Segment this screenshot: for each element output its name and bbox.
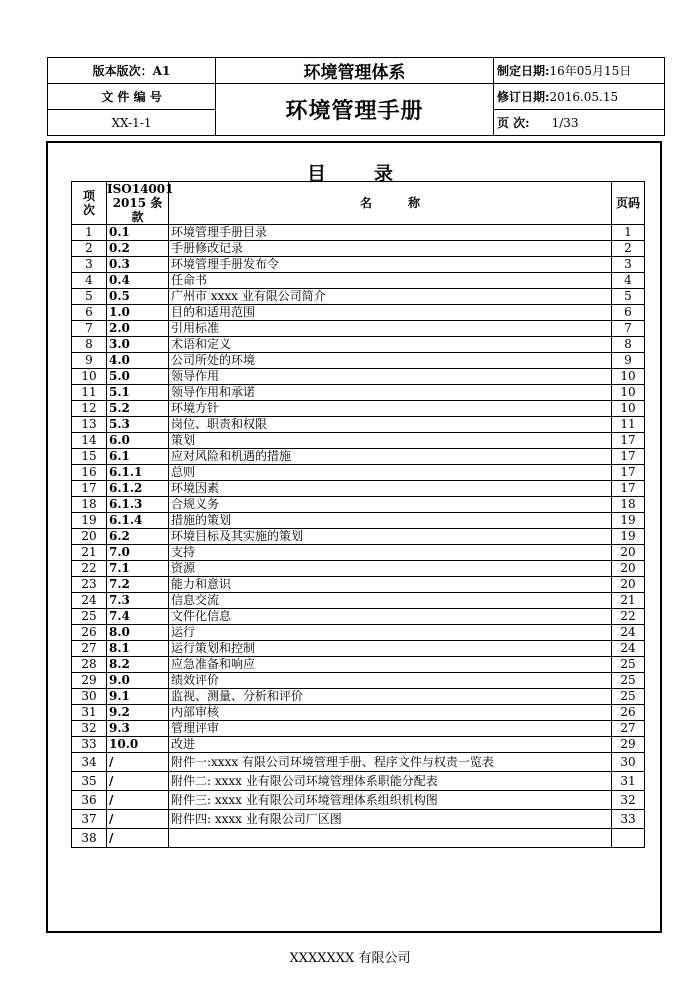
toc-row-name: 监视、测量、分析和评价 [169, 689, 612, 705]
toc-row-page: 4 [612, 273, 645, 289]
toc-row [72, 449, 645, 465]
toc-row-number: 11 [72, 385, 107, 401]
toc-row-number: 5 [72, 289, 107, 305]
toc-row-page [612, 829, 645, 848]
toc-row-page: 32 [612, 791, 645, 810]
toc-row [72, 497, 645, 513]
toc-row-page: 25 [612, 673, 645, 689]
toc-row-clause: / [107, 810, 169, 829]
toc-row-name: 应急准备和响应 [169, 657, 612, 673]
toc-row [72, 273, 645, 289]
footer-company: XXXXXXX 有限公司 [289, 951, 411, 966]
toc-row-number: 7 [72, 321, 107, 337]
toc-row-clause: 0.2 [107, 241, 169, 257]
toc-row-page: 10 [612, 401, 645, 417]
toc-row-page: 8 [612, 337, 645, 353]
toc-row-number: 18 [72, 497, 107, 513]
col-header-clause: ISO14001 2015 条款 [107, 182, 174, 224]
toc-row [72, 481, 645, 497]
toc-row-number: 9 [72, 353, 107, 369]
toc-row-clause: 9.2 [107, 705, 169, 721]
toc-row-name [169, 829, 612, 848]
toc-row-number: 23 [72, 577, 107, 593]
toc-row [72, 753, 645, 772]
toc-row-page: 22 [612, 609, 645, 625]
toc-row [72, 353, 645, 369]
toc-row-name: 措施的策划 [169, 513, 612, 529]
toc-row-page: 17 [612, 465, 645, 481]
toc-row-number: 19 [72, 513, 107, 529]
toc-row [72, 305, 645, 321]
manual-title: 环境管理手册 [216, 84, 494, 136]
toc-row-name: 领导作用 [169, 369, 612, 385]
toc-row-page: 27 [612, 721, 645, 737]
toc-row-page: 30 [612, 753, 645, 772]
toc-row-clause: 0.4 [107, 273, 169, 289]
toc-row-page: 18 [612, 497, 645, 513]
revised-date-cell [494, 84, 665, 110]
toc-row-number: 31 [72, 705, 107, 721]
doc-no-value: XX-1-1 [48, 110, 216, 136]
made-date-cell [494, 58, 665, 84]
page-cell [494, 110, 665, 136]
toc-row-clause: 8.1 [107, 641, 169, 657]
toc-row-number: 2 [72, 241, 107, 257]
toc-row-name: 附件三: xxxx 业有限公司环境管理体系组织机构图 [169, 791, 612, 810]
toc-row-page: 6 [612, 305, 645, 321]
toc-row [72, 465, 645, 481]
col-header-no: 项 次 [72, 182, 107, 225]
toc-row-number: 38 [72, 829, 107, 848]
toc-row [72, 721, 645, 737]
toc-row-clause: 9.0 [107, 673, 169, 689]
toc-row-clause: 4.0 [107, 353, 169, 369]
toc-row-clause: 10.0 [107, 737, 169, 753]
toc-row-name: 文件化信息 [169, 609, 612, 625]
toc-row-name: 术语和定义 [169, 337, 612, 353]
toc-row [72, 289, 645, 305]
toc-row [72, 593, 645, 609]
toc-row-clause: 2.0 [107, 321, 169, 337]
toc-row-name: 总则 [169, 465, 612, 481]
toc-row-page: 24 [612, 641, 645, 657]
toc-row-page: 19 [612, 529, 645, 545]
toc-row [72, 791, 645, 810]
toc-row-name: 策划 [169, 433, 612, 449]
revised-date-label: 修订日期: [497, 90, 550, 104]
toc-row-name: 岗位、职责和权限 [169, 417, 612, 433]
toc-row-clause: 3.0 [107, 337, 169, 353]
toc-row-number: 22 [72, 561, 107, 577]
toc-row-name: 任命书 [169, 273, 612, 289]
toc-row [72, 577, 645, 593]
toc-row-number: 17 [72, 481, 107, 497]
toc-row-number: 12 [72, 401, 107, 417]
toc-row-name: 广州市 xxxx 业有限公司简介 [169, 289, 612, 305]
toc-row [72, 369, 645, 385]
toc-row-name: 改进 [169, 737, 612, 753]
toc-row-page: 11 [612, 417, 645, 433]
toc-row [72, 561, 645, 577]
toc-row-name: 合规义务 [169, 497, 612, 513]
toc-row-page: 17 [612, 481, 645, 497]
col-header-name: 名 称 [169, 182, 612, 225]
toc-row-clause: 5.1 [107, 385, 169, 401]
toc-row-clause: 7.4 [107, 609, 169, 625]
toc-row [72, 705, 645, 721]
document-header [47, 57, 665, 136]
toc-row-name: 领导作用和承诺 [169, 385, 612, 401]
toc-row-clause: / [107, 753, 169, 772]
toc-row-number: 24 [72, 593, 107, 609]
toc-row-page: 20 [612, 561, 645, 577]
toc-row-clause: / [107, 829, 169, 848]
toc-row-clause: 0.1 [107, 225, 169, 241]
page-value: 1/33 [551, 116, 579, 130]
toc-row-name: 信息交流 [169, 593, 612, 609]
toc-row-number: 30 [72, 689, 107, 705]
toc-row-page: 29 [612, 737, 645, 753]
toc-row-clause: 6.2 [107, 529, 169, 545]
toc-row-clause: 7.1 [107, 561, 169, 577]
toc-row-page: 33 [612, 810, 645, 829]
toc-row-page: 17 [612, 449, 645, 465]
toc-row-clause: 5.3 [107, 417, 169, 433]
toc-row-page: 3 [612, 257, 645, 273]
toc-row-clause: 6.0 [107, 433, 169, 449]
toc-row [72, 321, 645, 337]
toc-row-number: 32 [72, 721, 107, 737]
toc-row-number: 29 [72, 673, 107, 689]
toc-row-name: 能力和意识 [169, 577, 612, 593]
toc-row-clause: 7.3 [107, 593, 169, 609]
toc-title-left: 目 [306, 163, 334, 185]
toc-row-page: 10 [612, 385, 645, 401]
toc-row-number: 14 [72, 433, 107, 449]
version-cell: 版本版次：A1 [48, 58, 216, 84]
toc-row-clause: 0.5 [107, 289, 169, 305]
toc-row-number: 26 [72, 625, 107, 641]
toc-row-clause: / [107, 772, 169, 791]
toc-row-clause: 1.0 [107, 305, 169, 321]
toc-row-clause: 5.2 [107, 401, 169, 417]
toc-row [72, 401, 645, 417]
toc-row-page: 10 [612, 369, 645, 385]
toc-row-clause: 7.0 [107, 545, 169, 561]
toc-row-name: 环境管理手册发布令 [169, 257, 612, 273]
made-date-label: 制定日期: [497, 64, 550, 78]
toc-row-name: 管理评审 [169, 721, 612, 737]
toc-row-number: 21 [72, 545, 107, 561]
toc-row-clause: 6.1.2 [107, 481, 169, 497]
col-header-page: 页码 [612, 182, 645, 225]
toc-row-number: 6 [72, 305, 107, 321]
toc-row-page: 25 [612, 657, 645, 673]
toc-row [72, 772, 645, 791]
toc-row [72, 657, 645, 673]
toc-row-number: 13 [72, 417, 107, 433]
toc-row-name: 环境目标及其实施的策划 [169, 529, 612, 545]
toc-row [72, 829, 645, 848]
toc-row [72, 625, 645, 641]
toc-row-number: 1 [72, 225, 107, 241]
page-label: 页 次: [497, 116, 530, 130]
toc-row-number: 36 [72, 791, 107, 810]
toc-row-clause: 6.1.4 [107, 513, 169, 529]
toc-row-name: 环境方针 [169, 401, 612, 417]
toc-row-clause: 7.2 [107, 577, 169, 593]
system-title: 环境管理体系 [216, 58, 494, 84]
toc-row-number: 3 [72, 257, 107, 273]
toc-row-name: 运行策划和控制 [169, 641, 612, 657]
toc-row-page: 2 [612, 241, 645, 257]
toc-row-clause: 0.3 [107, 257, 169, 273]
toc-row-name: 应对风险和机遇的措施 [169, 449, 612, 465]
toc-row-name: 手册修改记录 [169, 241, 612, 257]
toc-row-page: 7 [612, 321, 645, 337]
toc-row-name: 引用标准 [169, 321, 612, 337]
toc-row [72, 737, 645, 753]
toc-row [72, 810, 645, 829]
toc-row-clause: 8.2 [107, 657, 169, 673]
toc-row-name: 绩效评价 [169, 673, 612, 689]
toc-row [72, 673, 645, 689]
toc-row-page: 20 [612, 577, 645, 593]
toc-row [72, 529, 645, 545]
toc-row-page: 20 [612, 545, 645, 561]
toc-row-number: 35 [72, 772, 107, 791]
toc-row-clause: 8.0 [107, 625, 169, 641]
toc-row [72, 513, 645, 529]
toc-title-right: 录 [374, 163, 402, 185]
toc-row [72, 241, 645, 257]
toc-row-name: 附件二: xxxx 业有限公司环境管理体系职能分配表 [169, 772, 612, 791]
toc-row-clause: 9.1 [107, 689, 169, 705]
toc-row-clause: 6.1 [107, 449, 169, 465]
toc-row-name: 运行 [169, 625, 612, 641]
toc-row-clause: 5.0 [107, 369, 169, 385]
toc-row-number: 25 [72, 609, 107, 625]
toc-row-name: 环境管理手册目录 [169, 225, 612, 241]
toc-row-clause: / [107, 791, 169, 810]
toc-row-page: 17 [612, 433, 645, 449]
toc-table [71, 181, 645, 848]
toc-row-name: 内部审核 [169, 705, 612, 721]
toc-row [72, 257, 645, 273]
toc-row-name: 支持 [169, 545, 612, 561]
toc-row-number: 20 [72, 529, 107, 545]
made-date-value: 16年05月15日 [549, 64, 632, 78]
toc-row [72, 337, 645, 353]
toc-row-page: 5 [612, 289, 645, 305]
toc-row-page: 26 [612, 705, 645, 721]
toc-row-number: 33 [72, 737, 107, 753]
toc-row-name: 资源 [169, 561, 612, 577]
revised-date-value: 2016.05.15 [549, 90, 619, 104]
toc-row [72, 385, 645, 401]
toc-header-row [72, 182, 645, 225]
toc-row-number: 15 [72, 449, 107, 465]
toc-row-page: 1 [612, 225, 645, 241]
toc-row-number: 27 [72, 641, 107, 657]
toc-row-page: 31 [612, 772, 645, 791]
toc-row [72, 609, 645, 625]
toc-row-number: 10 [72, 369, 107, 385]
toc-row [72, 545, 645, 561]
toc-row-clause: 6.1.3 [107, 497, 169, 513]
toc-row-page: 24 [612, 625, 645, 641]
toc-row-name: 附件一:xxxx 有限公司环境管理手册、程序文件与权责一览表 [169, 753, 612, 772]
toc-row-number: 16 [72, 465, 107, 481]
toc-body [72, 225, 645, 848]
content-frame [46, 141, 662, 933]
toc-row-name: 目的和适用范围 [169, 305, 612, 321]
toc-row-number: 4 [72, 273, 107, 289]
toc-row-number: 34 [72, 753, 107, 772]
toc-row-number: 8 [72, 337, 107, 353]
toc-row-clause: 6.1.1 [107, 465, 169, 481]
toc-row-name: 公司所处的环境 [169, 353, 612, 369]
doc-no-label: 文 件 编 号 [48, 84, 216, 110]
toc-row [72, 689, 645, 705]
toc-row-number: 28 [72, 657, 107, 673]
toc-row-page: 21 [612, 593, 645, 609]
toc-row-number: 37 [72, 810, 107, 829]
toc-row [72, 433, 645, 449]
toc-row-page: 19 [612, 513, 645, 529]
toc-row-name: 附件四: xxxx 业有限公司厂区图 [169, 810, 612, 829]
toc-row [72, 641, 645, 657]
toc-row [72, 225, 645, 241]
toc-row-clause: 9.3 [107, 721, 169, 737]
toc-row-page: 25 [612, 689, 645, 705]
toc-row-page: 9 [612, 353, 645, 369]
toc-row [72, 417, 645, 433]
toc-row-name: 环境因素 [169, 481, 612, 497]
